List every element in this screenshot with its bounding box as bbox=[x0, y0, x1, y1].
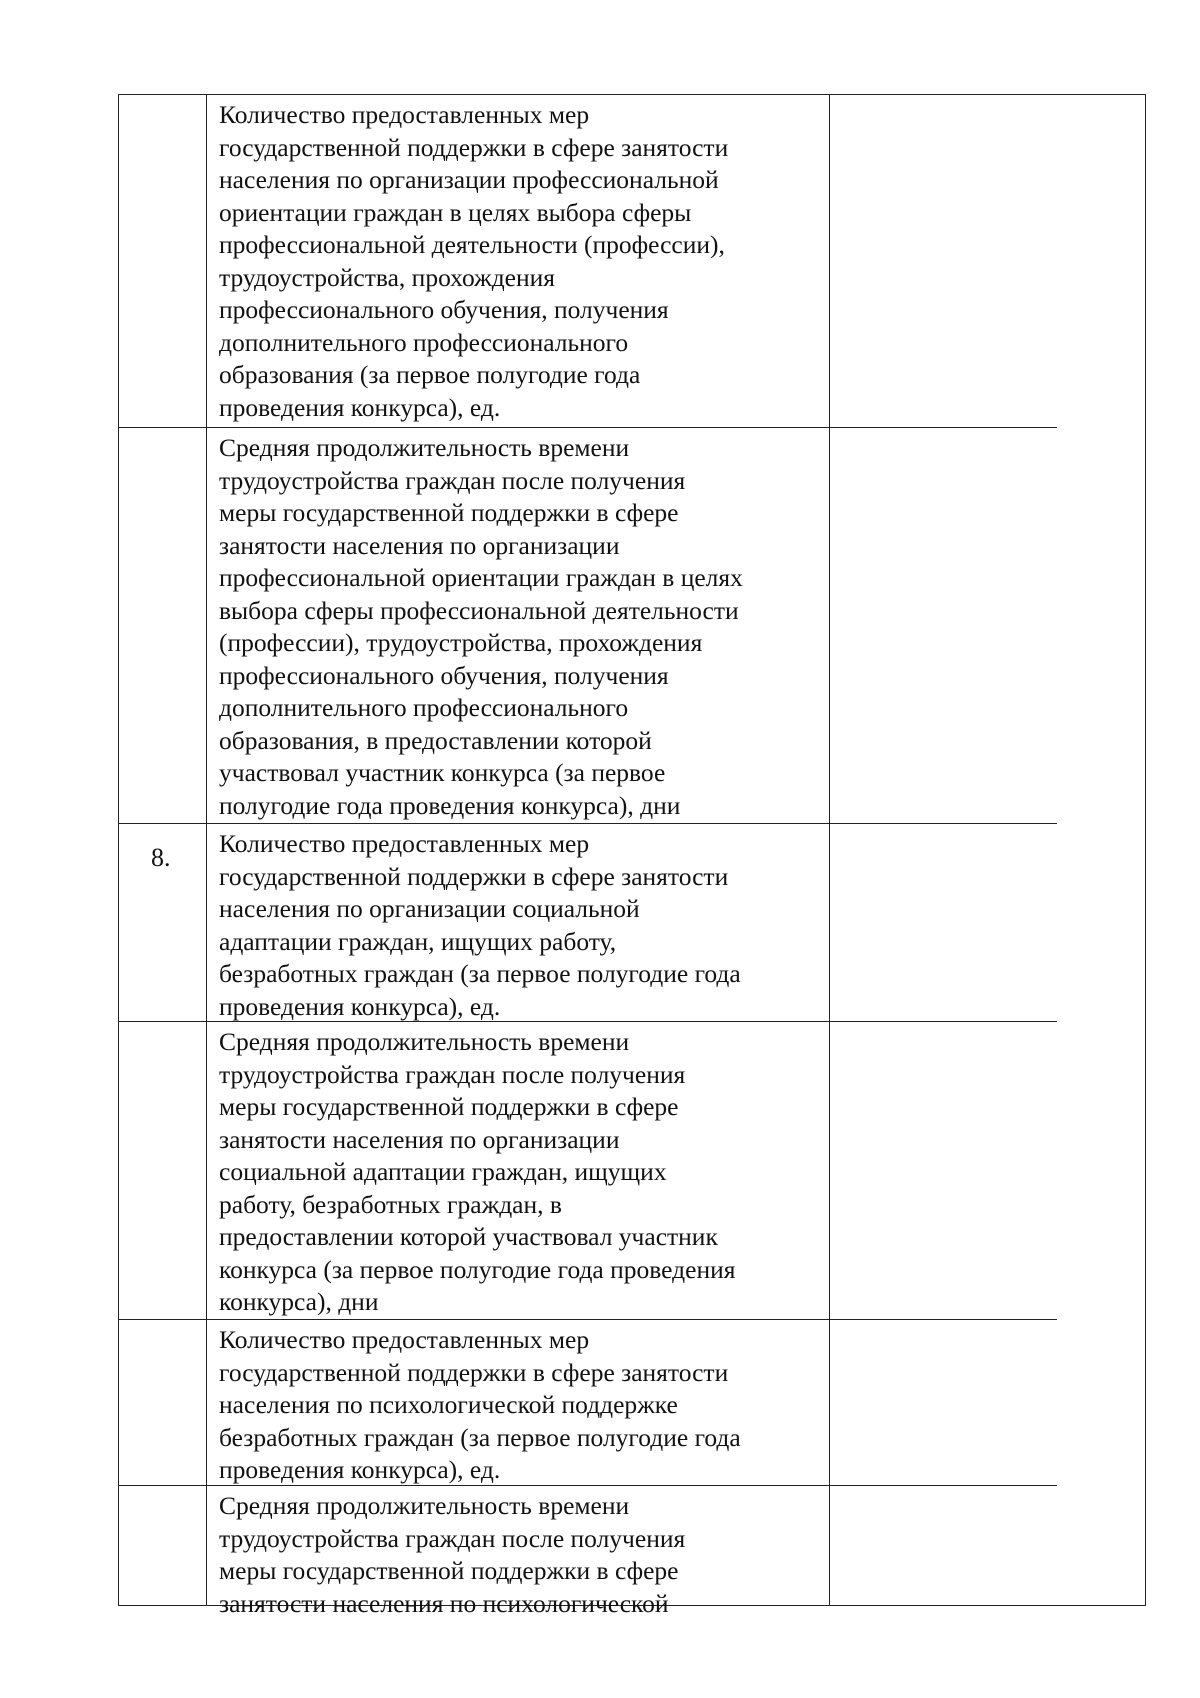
indicator-value[interactable] bbox=[829, 1486, 1055, 1605]
indicator-value[interactable] bbox=[829, 824, 1055, 1021]
table-row bbox=[119, 1320, 1057, 1486]
table-row bbox=[119, 1486, 1057, 1618]
indicator-description: Количество предоставленных мер государственной поддержки в сфере занятости населения по организации профессиональной ориентации граждан в целях выбора сферы профессиональной деятельности (профессии), трудоустройства, прохождения профессионального обучения, получения дополнительного профессионального образования (за первое полугодие года проведения конкурса), ед. bbox=[219, 100, 729, 422]
indicator-description: Количество предоставленных мер государственной поддержки в сфере занятости населения по организации социальной адаптации граждан, ищущих работу, безработных граждан (за первое полугодие года проведения конкурса), ед. bbox=[219, 829, 741, 1021]
indicator-value[interactable] bbox=[829, 1320, 1055, 1485]
indicators-table bbox=[118, 94, 1146, 1618]
table-row bbox=[119, 1022, 1057, 1320]
indicator-value[interactable] bbox=[829, 428, 1055, 823]
indicator-description: Средняя продолжительность времени трудоустройства граждан после получения меры государственной поддержки в сфере занятости населения по организации профессиональной ориентации граждан в целях выбора сферы профессиональной деятельности (профессии), трудоустройства, прохождения профессионального обучения, получения дополнительного профессионального образования, в предоставлении которой участвовал участник конкурса (за первое полугодие года проведения конкурса), дни bbox=[219, 433, 743, 820]
indicator-value[interactable] bbox=[829, 1022, 1055, 1319]
row-number: 8. bbox=[151, 843, 171, 872]
table-row bbox=[119, 824, 1057, 1022]
indicator-value[interactable] bbox=[829, 95, 1055, 427]
indicator-description: Средняя продолжительность времени трудоустройства граждан после получения меры государственной поддержки в сфере занятости населения по организации социальной адаптации граждан, ищущих работу, безработных граждан, в предоставлении которой участвовал участник конкурса (за первое полугодие года проведения конкурса), дни bbox=[219, 1027, 736, 1316]
indicator-description: Средняя продолжительность времени трудоустройства граждан после получения меры государственной поддержки в сфере занятости населения по психологической bbox=[219, 1491, 686, 1618]
table-row bbox=[119, 95, 1057, 428]
indicator-description: Количество предоставленных мер государственной поддержки в сфере занятости населения по психологической поддержке безработных граждан (за первое полугодие года проведения конкурса), ед. bbox=[219, 1325, 741, 1484]
table-row bbox=[119, 428, 1057, 824]
